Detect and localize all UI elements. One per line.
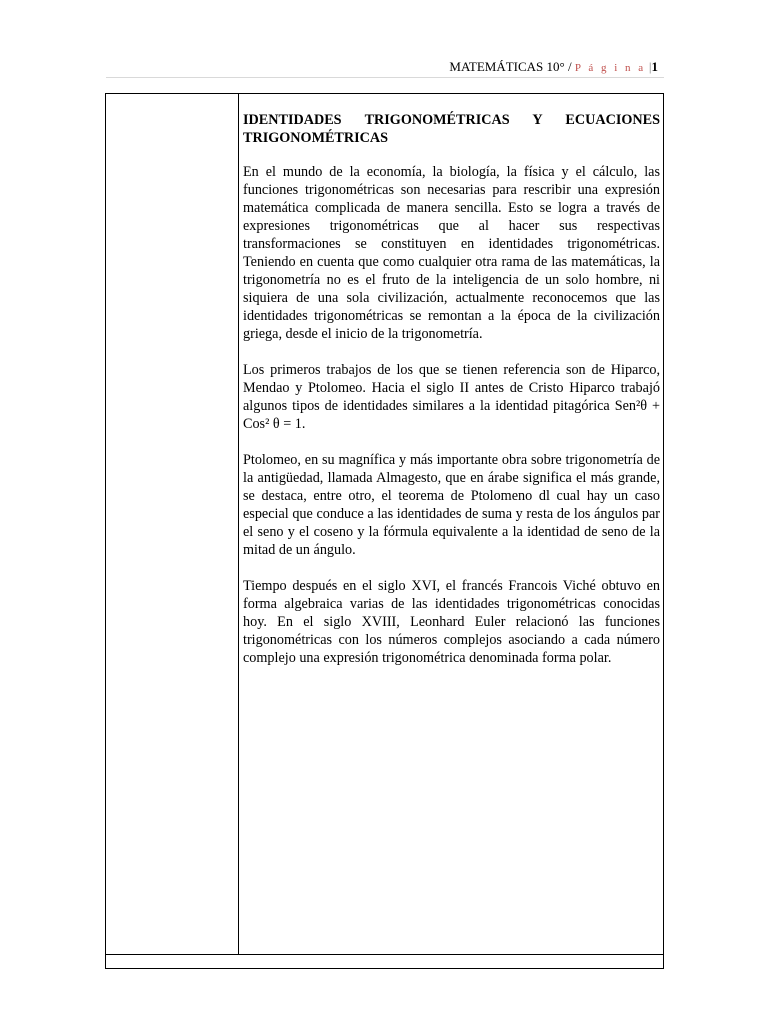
header-course: MATEMÁTICAS 10° / xyxy=(449,59,572,74)
header-rule xyxy=(106,77,664,78)
document-title: IDENTIDADES TRIGONOMÉTRICAS Y ECUACIONES TRIGONOMÉTRICAS xyxy=(243,112,660,146)
header-page-word: P á g i n a xyxy=(574,62,646,74)
paragraph: Ptolomeo, en su magnífica y más importante obra sobre trigonometría de la antigüedad, llamada Almagesto, que en árabe significa el más grande, se destaca, entre otro, el teorema de Ptolomeno dl cual hay un caso especial que conduce a las identidades de suma y resta de los ángulos par el seno y el coseno y la fórmula equivalente a la identidad de seno de la mitad de un ángulo. xyxy=(243,452,660,558)
row-divider xyxy=(106,954,663,955)
content-table xyxy=(105,93,664,969)
page-header xyxy=(449,59,658,76)
column-divider xyxy=(238,94,239,955)
paragraph: Los primeros trabajos de los que se tienen referencia son de Hiparco, Mendao y Ptolomeo. Hacia el siglo II antes de Cristo Hiparco trabajó algunos tipos de identidades similares a la identidad pitagórica Sen²θ + Cos² θ = 1. xyxy=(243,362,660,432)
header-page-number: 1 xyxy=(651,59,658,74)
paragraph: Tiempo después en el siglo XVI, el francés Francois Viché obtuvo en forma algebraica varias de las identidades trigonométricas conocidas hoy. En el siglo XVIII, Leonhard Euler relacionó las funciones trigonométricas con los números complejos asociando a cada número complejo una expresión trigonométrica denominada forma polar. xyxy=(243,578,660,666)
header-separator: | xyxy=(648,59,652,74)
content-cell xyxy=(243,111,660,685)
paragraph: En el mundo de la economía, la biología, la física y el cálculo, las funciones trigonométricas son necesarias para rescribir una expresión matemática complicada de manera sencilla. Esto se logra a través de expresiones trigonométricas que al hacer sus respectivas transformaciones se constituyen en identidades trigonométricas. Teniendo en cuenta que como cualquier otra rama de las matemáticas, la trigonometría no es el fruto de la inteligencia de un solo hombre, ni siquiera de una sola civilización, actualmente reconocemos que las identidades trigonométricas se remontan a la época de la civilización griega, desde el inicio de la trigonometría. xyxy=(243,164,660,342)
